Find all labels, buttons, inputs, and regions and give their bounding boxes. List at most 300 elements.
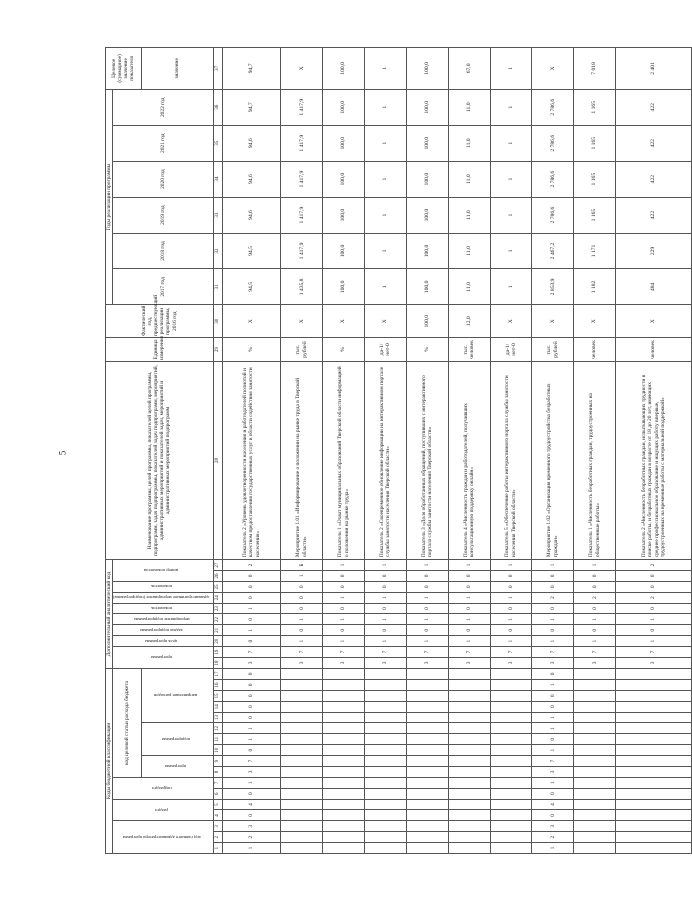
header-year-2017: 2017 год bbox=[113, 269, 213, 305]
code-digit: 1 bbox=[222, 843, 281, 854]
header-year-2022: 2022 год bbox=[113, 89, 213, 125]
table-row bbox=[222, 48, 281, 854]
code-digit bbox=[490, 821, 532, 832]
code-digit bbox=[406, 734, 448, 745]
code-digit bbox=[448, 799, 490, 810]
code-digit: 0 bbox=[574, 625, 616, 636]
code-digit bbox=[365, 701, 407, 712]
column-number: 34 bbox=[213, 161, 222, 197]
code-digit: 2 bbox=[532, 832, 574, 843]
code-digit bbox=[406, 745, 448, 756]
code-digit: 0 bbox=[323, 581, 365, 592]
row-year-value: 2 853,9 bbox=[532, 269, 574, 305]
code-digit bbox=[616, 843, 692, 854]
code-digit: 0 bbox=[532, 810, 574, 821]
row-year-value: 100,0 bbox=[323, 125, 365, 161]
code-digit bbox=[616, 745, 692, 756]
column-number: 18 bbox=[213, 658, 222, 669]
code-digit: 1 bbox=[490, 560, 532, 571]
code-digit: 0 bbox=[532, 701, 574, 712]
header-admin-code: код главного администратора программ bbox=[113, 821, 213, 854]
row-year-value: 1 bbox=[365, 89, 407, 125]
row-year-value: 1 bbox=[490, 161, 532, 197]
code-digit: 3 bbox=[222, 767, 281, 778]
row-target-value: X bbox=[281, 48, 323, 90]
code-digit bbox=[365, 777, 407, 788]
header-target-group: Целевое (суммарное) значение показателя bbox=[106, 48, 142, 90]
code-digit bbox=[574, 745, 616, 756]
code-digit: 0 bbox=[281, 581, 323, 592]
code-digit: 1 bbox=[222, 603, 281, 614]
column-number: 36 bbox=[213, 89, 222, 125]
code-digit bbox=[448, 777, 490, 788]
column-number: 35 bbox=[213, 125, 222, 161]
code-digit: 1 bbox=[532, 614, 574, 625]
code-digit: 7 bbox=[490, 647, 532, 658]
row-year-value: 1 bbox=[490, 89, 532, 125]
code-digit bbox=[490, 756, 532, 767]
column-number: 7 bbox=[213, 777, 222, 788]
column-number: 10 bbox=[213, 745, 222, 756]
row-year-value: 2 786,6 bbox=[532, 197, 574, 233]
code-digit bbox=[406, 821, 448, 832]
row-fact-2016: X bbox=[616, 305, 692, 338]
code-digit: 0 bbox=[281, 592, 323, 603]
code-digit: 0 bbox=[406, 625, 448, 636]
code-digit: 0 bbox=[532, 690, 574, 701]
header-subprogram: подпрограмма bbox=[141, 723, 213, 756]
code-digit: 7 bbox=[406, 647, 448, 658]
code-digit bbox=[574, 734, 616, 745]
code-digit: 1 bbox=[222, 625, 281, 636]
row-year-value: 484 bbox=[616, 269, 692, 305]
row-year-value: 1 417,9 bbox=[281, 125, 323, 161]
code-digit: 0 bbox=[406, 571, 448, 582]
table-row bbox=[448, 48, 490, 854]
row-year-value: 1 417,9 bbox=[281, 197, 323, 233]
code-digit: 0 bbox=[532, 581, 574, 592]
code-digit: 0 bbox=[574, 603, 616, 614]
header-ac-program: программа bbox=[113, 647, 213, 669]
code-digit bbox=[323, 690, 365, 701]
row-year-value: 2 786,6 bbox=[532, 89, 574, 125]
code-digit: 0 bbox=[365, 571, 407, 582]
code-digit: 0 bbox=[490, 581, 532, 592]
code-digit bbox=[365, 680, 407, 691]
code-digit bbox=[365, 799, 407, 810]
code-digit: 0 bbox=[222, 690, 281, 701]
column-number: 3 bbox=[213, 821, 222, 832]
row-unit: тыс. рублей bbox=[532, 338, 574, 362]
row-year-value: 422 bbox=[616, 89, 692, 125]
column-number: 25 bbox=[213, 581, 222, 592]
code-digit: 1 bbox=[448, 560, 490, 571]
code-digit bbox=[406, 723, 448, 734]
code-digit bbox=[448, 723, 490, 734]
row-year-value: 100,0 bbox=[323, 161, 365, 197]
row-fact-2016: X bbox=[490, 305, 532, 338]
code-digit: 3 bbox=[222, 821, 281, 832]
header-direction: направление расходов bbox=[141, 668, 213, 723]
code-digit bbox=[323, 680, 365, 691]
code-digit bbox=[323, 799, 365, 810]
code-digit bbox=[448, 745, 490, 756]
header-ac-event: мероприятие подпрограммы bbox=[113, 614, 213, 625]
header-year-2021: 2021 год bbox=[113, 125, 213, 161]
code-digit: 7 bbox=[448, 647, 490, 658]
column-number: 21 bbox=[213, 625, 222, 636]
row-year-value: 100,0 bbox=[323, 89, 365, 125]
code-digit: 0 bbox=[222, 810, 281, 821]
row-fact-2016: X bbox=[574, 305, 616, 338]
code-digit: 0 bbox=[323, 603, 365, 614]
column-number: 37 bbox=[213, 48, 222, 90]
row-target-value: 67,0 bbox=[448, 48, 490, 90]
code-digit bbox=[574, 690, 616, 701]
code-digit: 1 bbox=[532, 723, 574, 734]
code-digit: 1 bbox=[532, 560, 574, 571]
code-digit: 4 bbox=[532, 799, 574, 810]
code-digit bbox=[406, 777, 448, 788]
code-digit: 0 bbox=[532, 788, 574, 799]
code-digit bbox=[281, 712, 323, 723]
row-year-value: 1 bbox=[490, 233, 532, 269]
code-digit bbox=[323, 734, 365, 745]
code-digit: 1 bbox=[532, 843, 574, 854]
row-name: Мероприятие 1.02 «Организация временного трудоустройства безработных граждан» bbox=[532, 361, 574, 559]
code-digit bbox=[574, 701, 616, 712]
code-digit bbox=[281, 668, 323, 679]
rotated-page bbox=[105, 47, 666, 854]
code-digit bbox=[323, 668, 365, 679]
row-year-value: 94,6 bbox=[222, 161, 281, 197]
code-digit bbox=[365, 810, 407, 821]
header-ac-admin: административное мероприятие (подпрограммы) bbox=[113, 592, 213, 603]
row-unit: тыс. человек bbox=[448, 338, 490, 362]
code-digit bbox=[406, 668, 448, 679]
code-digit: 2 bbox=[222, 560, 281, 571]
row-year-value: 1 182 bbox=[574, 269, 616, 305]
code-digit bbox=[616, 777, 692, 788]
code-digit: 1 bbox=[365, 592, 407, 603]
table-row bbox=[323, 48, 365, 854]
header-ac-number: номер показателя bbox=[113, 560, 213, 582]
table-row bbox=[490, 48, 532, 854]
code-digit bbox=[365, 832, 407, 843]
row-year-value: 422 bbox=[616, 125, 692, 161]
header-section: раздел bbox=[113, 799, 213, 821]
code-digit: 0 bbox=[448, 571, 490, 582]
code-digit: 1 bbox=[222, 734, 281, 745]
code-digit bbox=[323, 701, 365, 712]
code-digit: 0 bbox=[222, 680, 281, 691]
row-year-value: 1 165 bbox=[574, 125, 616, 161]
table-row bbox=[406, 48, 448, 854]
code-digit bbox=[406, 810, 448, 821]
row-name: Показатель 2 «Своевременное обновление информации на интерактивном портале службы занятости населения Тверской области» bbox=[365, 361, 407, 559]
code-digit bbox=[490, 701, 532, 712]
row-target-value: 7 018 bbox=[574, 48, 616, 90]
column-number: 22 bbox=[213, 614, 222, 625]
column-number: 9 bbox=[213, 756, 222, 767]
row-year-value: 1 165 bbox=[574, 197, 616, 233]
code-digit: 1 bbox=[448, 592, 490, 603]
row-year-value: 11,0 bbox=[448, 269, 490, 305]
code-digit: 1 bbox=[281, 614, 323, 625]
code-digit: 0 bbox=[448, 603, 490, 614]
code-digit: 1 bbox=[574, 614, 616, 625]
code-digit: 1 bbox=[532, 636, 574, 647]
row-year-value: 100,0 bbox=[406, 233, 448, 269]
code-digit bbox=[490, 799, 532, 810]
code-digit: 2 bbox=[616, 560, 692, 571]
code-digit bbox=[574, 843, 616, 854]
code-digit bbox=[490, 810, 532, 821]
header-ac-indicator: показатель bbox=[113, 603, 213, 614]
code-digit bbox=[406, 680, 448, 691]
code-digit: 1 bbox=[490, 636, 532, 647]
code-digit: 0 bbox=[323, 625, 365, 636]
row-target-value: X bbox=[532, 48, 574, 90]
code-digit: Б bbox=[281, 560, 323, 571]
code-digit: 0 bbox=[490, 603, 532, 614]
code-digit: 1 bbox=[490, 614, 532, 625]
code-digit bbox=[448, 810, 490, 821]
code-digit: 1 bbox=[406, 636, 448, 647]
code-digit bbox=[574, 668, 616, 679]
code-digit bbox=[281, 723, 323, 734]
column-number: 16 bbox=[213, 680, 222, 691]
code-digit: 1 bbox=[323, 614, 365, 625]
code-digit: 0 bbox=[281, 603, 323, 614]
code-digit bbox=[365, 690, 407, 701]
row-year-value: 94,6 bbox=[222, 125, 281, 161]
page-number: 5 bbox=[57, 450, 68, 456]
code-digit bbox=[574, 788, 616, 799]
code-digit: 3 bbox=[532, 658, 574, 669]
row-year-value: 100,0 bbox=[323, 197, 365, 233]
row-year-value: 229 bbox=[616, 233, 692, 269]
row-year-value: 100,0 bbox=[406, 269, 448, 305]
code-digit: 1 bbox=[490, 592, 532, 603]
code-digit bbox=[365, 668, 407, 679]
code-digit bbox=[281, 690, 323, 701]
header-ac-task: задача подпрограммы bbox=[113, 625, 213, 636]
code-digit bbox=[574, 756, 616, 767]
column-number: 31 bbox=[213, 269, 222, 305]
row-target-value: 1 bbox=[490, 48, 532, 90]
header-target-article: код целевой статьи расхода бюджета bbox=[113, 668, 141, 777]
header-year-2020: 2020 год bbox=[113, 161, 213, 197]
code-digit: 0 bbox=[222, 614, 281, 625]
row-year-value: 100,0 bbox=[323, 269, 365, 305]
code-digit: 0 bbox=[532, 603, 574, 614]
column-number: 29 bbox=[213, 338, 222, 362]
code-digit bbox=[323, 788, 365, 799]
code-digit bbox=[616, 799, 692, 810]
header-subsection: подраздел bbox=[113, 777, 213, 799]
row-year-value: 1 bbox=[365, 161, 407, 197]
code-digit: 0 bbox=[281, 625, 323, 636]
code-digit bbox=[323, 810, 365, 821]
code-digit bbox=[616, 734, 692, 745]
row-year-value: 11,0 bbox=[448, 89, 490, 125]
code-digit bbox=[281, 788, 323, 799]
row-target-value: 100,0 bbox=[406, 48, 448, 90]
code-digit bbox=[406, 701, 448, 712]
code-digit bbox=[490, 777, 532, 788]
code-digit: 0 bbox=[616, 603, 692, 614]
code-digit bbox=[574, 832, 616, 843]
code-digit: 0 bbox=[222, 581, 281, 592]
code-digit bbox=[406, 788, 448, 799]
column-number: 26 bbox=[213, 571, 222, 582]
header-name: Наименование программы, целей программы, показателей целей программы, подпрограмм, задач подпрограммы, показателей задач подпрограмм, мероприятий, административных мероприятий и показателей задач, мероприятий и административных мероприятий подпрограмм bbox=[106, 361, 214, 559]
code-digit bbox=[406, 832, 448, 843]
code-digit: 3 bbox=[574, 658, 616, 669]
row-target-value: 2 401 bbox=[616, 48, 692, 90]
column-number: 20 bbox=[213, 636, 222, 647]
row-year-value: 11,0 bbox=[448, 233, 490, 269]
code-digit bbox=[323, 723, 365, 734]
row-unit: человек bbox=[616, 338, 692, 362]
code-digit bbox=[448, 821, 490, 832]
code-digit bbox=[406, 767, 448, 778]
code-digit: 1 bbox=[406, 592, 448, 603]
code-digit bbox=[448, 680, 490, 691]
code-digit: 1 bbox=[222, 723, 281, 734]
code-digit bbox=[490, 690, 532, 701]
row-year-value: 94,5 bbox=[222, 269, 281, 305]
row-year-value: 94,6 bbox=[222, 197, 281, 233]
row-year-value: 94,7 bbox=[222, 89, 281, 125]
row-year-value: 2 786,6 bbox=[532, 161, 574, 197]
row-year-value: 422 bbox=[616, 197, 692, 233]
code-digit: 0 bbox=[222, 592, 281, 603]
code-digit bbox=[448, 701, 490, 712]
row-year-value: 1 417,9 bbox=[281, 161, 323, 197]
header-ac-indicator2: показатель bbox=[113, 581, 213, 592]
code-digit: 0 bbox=[490, 571, 532, 582]
header-year-2019: 2019 год bbox=[113, 197, 213, 233]
code-digit bbox=[448, 843, 490, 854]
header-codes-group: Коды бюджетной классификации bbox=[106, 668, 113, 853]
program-table bbox=[105, 47, 692, 854]
code-digit: 2 bbox=[616, 592, 692, 603]
code-digit: 2 bbox=[222, 832, 281, 843]
code-digit: 1 bbox=[281, 571, 323, 582]
column-number: 19 bbox=[213, 647, 222, 658]
code-digit: 0 bbox=[574, 581, 616, 592]
code-digit: 1 bbox=[616, 636, 692, 647]
row-unit: % bbox=[222, 338, 281, 362]
code-digit: 3 bbox=[406, 658, 448, 669]
row-fact-2016: 12,0 bbox=[448, 305, 490, 338]
row-year-value: 100,0 bbox=[406, 197, 448, 233]
code-digit bbox=[490, 832, 532, 843]
code-digit bbox=[281, 680, 323, 691]
code-digit: 7 bbox=[532, 756, 574, 767]
code-digit: 0 bbox=[532, 625, 574, 636]
row-year-value: 100,0 bbox=[406, 125, 448, 161]
code-digit bbox=[323, 832, 365, 843]
code-digit: 0 bbox=[323, 571, 365, 582]
code-digit bbox=[490, 723, 532, 734]
row-name: Мероприятие 1.01 «Информирование о положении на рынке труда в Тверской области» bbox=[281, 361, 323, 559]
code-digit: 1 bbox=[448, 636, 490, 647]
row-year-value: 1 171 bbox=[574, 233, 616, 269]
row-fact-2016: X bbox=[532, 305, 574, 338]
column-number-row bbox=[213, 48, 222, 854]
code-digit: 1 bbox=[365, 560, 407, 571]
row-year-value: 1 bbox=[365, 125, 407, 161]
row-unit: % bbox=[323, 338, 365, 362]
code-digit: 1 bbox=[616, 614, 692, 625]
header-extra-group: Дополнительный аналитический код bbox=[106, 560, 113, 669]
code-digit bbox=[490, 843, 532, 854]
table-row bbox=[616, 48, 692, 854]
code-digit: 0 bbox=[448, 625, 490, 636]
row-unit: % bbox=[406, 338, 448, 362]
code-digit: 0 bbox=[365, 625, 407, 636]
code-digit: 0 bbox=[222, 712, 281, 723]
row-year-value: 11,0 bbox=[448, 125, 490, 161]
code-digit bbox=[281, 799, 323, 810]
code-digit bbox=[574, 799, 616, 810]
code-digit bbox=[323, 821, 365, 832]
code-digit bbox=[281, 777, 323, 788]
code-digit bbox=[365, 745, 407, 756]
code-digit bbox=[616, 723, 692, 734]
code-digit: 3 bbox=[532, 767, 574, 778]
code-digit bbox=[616, 701, 692, 712]
row-year-value: 11,0 bbox=[448, 197, 490, 233]
code-digit bbox=[365, 723, 407, 734]
code-digit: 1 bbox=[574, 560, 616, 571]
code-digit: 0 bbox=[365, 581, 407, 592]
code-digit: 0 bbox=[532, 668, 574, 679]
column-number: 30 bbox=[213, 305, 222, 338]
column-number: 33 bbox=[213, 197, 222, 233]
code-digit: 0 bbox=[490, 625, 532, 636]
code-digit: 1 bbox=[532, 745, 574, 756]
column-number: 11 bbox=[213, 734, 222, 745]
row-year-value: 1 bbox=[490, 197, 532, 233]
column-number: 32 bbox=[213, 233, 222, 269]
row-unit: тыс. рублей bbox=[281, 338, 323, 362]
row-year-value: 1 bbox=[365, 197, 407, 233]
code-digit: 1 bbox=[406, 614, 448, 625]
code-digit: 7 bbox=[222, 647, 281, 658]
code-digit bbox=[323, 777, 365, 788]
code-digit: 0 bbox=[222, 745, 281, 756]
column-number: 12 bbox=[213, 723, 222, 734]
row-year-value: 1 bbox=[490, 269, 532, 305]
code-digit: 1 bbox=[365, 614, 407, 625]
code-digit: 1 bbox=[323, 636, 365, 647]
code-digit: 1 bbox=[532, 712, 574, 723]
code-digit: 0 bbox=[406, 603, 448, 614]
code-digit: 0 bbox=[406, 581, 448, 592]
code-digit bbox=[365, 734, 407, 745]
column-number: 8 bbox=[213, 767, 222, 778]
row-name: Показатель 3 «Доля обработанных обращений, поступивших с интерактивного портала службы занятости населения Тверской области» bbox=[406, 361, 448, 559]
code-digit: 1 bbox=[365, 636, 407, 647]
code-digit bbox=[574, 712, 616, 723]
code-digit bbox=[448, 668, 490, 679]
code-digit bbox=[616, 821, 692, 832]
row-year-value: 94,5 bbox=[222, 233, 281, 269]
